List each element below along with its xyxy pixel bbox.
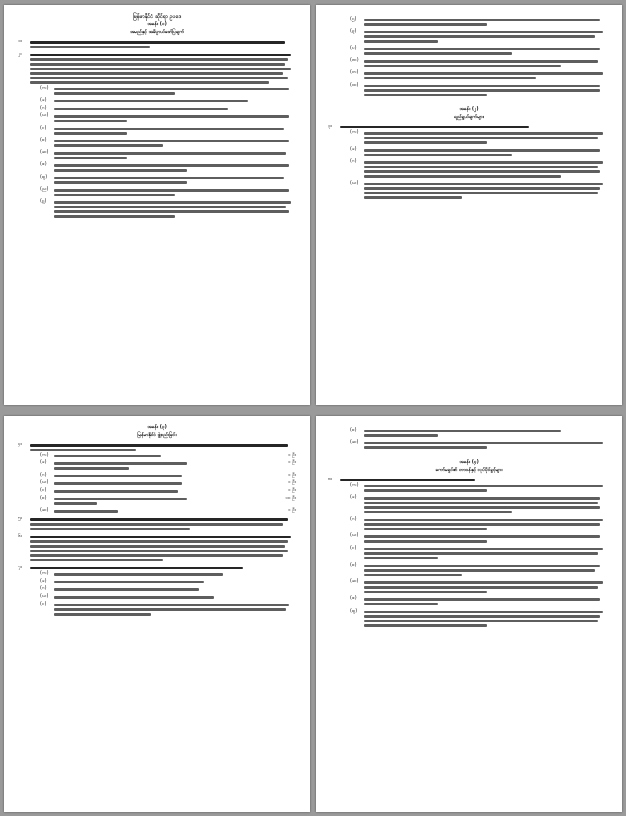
- text-line: [364, 569, 595, 572]
- text-line: [30, 567, 243, 570]
- sub-clause: [40, 453, 296, 459]
- paragraph-number: ၇။: [18, 564, 23, 570]
- paragraph: [18, 442, 296, 514]
- chapter-2-label: အခန်း (၂): [459, 106, 479, 112]
- text-line: [54, 157, 127, 160]
- text-line: [364, 40, 438, 43]
- text-line: [340, 126, 529, 129]
- sub-clause: [350, 147, 610, 158]
- text-line: [364, 611, 603, 614]
- text-line: [364, 430, 561, 433]
- text-line: [54, 128, 284, 131]
- sub-clause: [40, 138, 296, 149]
- sub-clause: [350, 563, 610, 578]
- sub-clause-number: (ခ): [40, 97, 47, 103]
- text-line: [30, 536, 291, 539]
- member-count: ၁၀ ဦး: [285, 495, 296, 501]
- sub-clause-number: (ဇ): [40, 162, 47, 168]
- sub-clause: [40, 594, 296, 600]
- sub-clause-number: (ဌ): [350, 16, 357, 22]
- sub-clause-number: (ဈ): [40, 174, 48, 180]
- document-page-3: [4, 416, 310, 812]
- text-line: [30, 559, 163, 562]
- sub-clause-number: (ဂ): [350, 516, 357, 522]
- sub-clause-number: (ဃ): [40, 480, 49, 486]
- text-line: [30, 63, 285, 66]
- member-count: ၁ ဦး: [287, 480, 296, 486]
- sub-clause: [350, 483, 610, 494]
- text-line: [54, 588, 199, 591]
- sub-clause: [350, 546, 610, 561]
- sub-clause: [40, 150, 296, 161]
- sub-clause-number: (ခ): [350, 495, 357, 501]
- page-3-content: [18, 442, 296, 617]
- paragraph: [18, 39, 296, 50]
- text-line: [364, 77, 536, 80]
- sub-clause-number: (ဆ): [40, 508, 49, 514]
- text-line: [364, 552, 598, 555]
- sub-clause: [350, 609, 610, 629]
- sub-clause: [40, 480, 296, 486]
- text-line: [364, 175, 561, 178]
- document-page-4: [316, 416, 622, 812]
- sub-clause: [350, 428, 610, 439]
- text-line: [364, 192, 598, 195]
- text-line: [54, 482, 182, 485]
- text-line: [54, 177, 284, 180]
- text-line: [30, 46, 150, 49]
- sub-clause: [40, 199, 296, 219]
- text-line: [54, 210, 289, 213]
- paragraph-number: ၃။: [328, 123, 333, 129]
- text-line: [364, 187, 600, 190]
- sub-clause-number: (စ): [350, 562, 357, 568]
- sub-clause: [350, 495, 610, 515]
- text-line: [364, 446, 487, 449]
- text-line: [30, 58, 288, 61]
- sub-clause: [40, 126, 296, 137]
- sub-clause-number: (င): [350, 545, 357, 551]
- text-line: [364, 497, 600, 500]
- sub-clause-number: (ဃ): [40, 113, 49, 119]
- sub-clause-number: (ဃ): [350, 533, 359, 539]
- sub-clause: [350, 579, 610, 594]
- member-count: ၁ ဦး: [287, 452, 296, 458]
- paragraph-number: ၂။: [18, 51, 22, 57]
- sub-clause-number: (င): [40, 125, 47, 131]
- sub-clause: [350, 70, 610, 81]
- sub-clause-number: (ဂ): [40, 586, 47, 592]
- text-line: [30, 68, 291, 71]
- text-line: [364, 519, 603, 522]
- sub-clause-number: (က): [350, 482, 359, 488]
- paragraph-number: ၆။: [18, 533, 23, 539]
- sub-clause: [350, 58, 610, 69]
- sub-clause-number: (ဎ): [350, 45, 357, 51]
- paragraph-number: ၄။: [18, 442, 23, 447]
- chapter-1-heading: အမည်နှင့် အဓိပ္ပာယ်ဖော်ပြချက်: [129, 30, 185, 35]
- sub-clause: [40, 579, 296, 585]
- text-line: [54, 613, 151, 616]
- sub-clause: [40, 586, 296, 592]
- text-line: [364, 591, 487, 594]
- text-line: [30, 54, 291, 57]
- text-line: [364, 52, 512, 55]
- sub-clause: [350, 46, 610, 57]
- sub-clause-number: (က): [40, 452, 49, 458]
- sub-clause: [40, 162, 296, 173]
- page-1-title: မြန်မာနိုင်ငံ ဆိုင်ရာ ဥပဒေ: [133, 14, 181, 20]
- sub-clause: [40, 473, 296, 479]
- chapter-2-heading: ရည်ရွယ်ချက်များ: [454, 114, 484, 120]
- text-line: [54, 194, 175, 197]
- sub-clause-number: (ခ): [40, 578, 47, 584]
- text-line: [364, 141, 487, 144]
- text-line: [364, 615, 600, 618]
- sub-clause: [350, 130, 610, 145]
- chapter-4-label: အခန်း (၄): [459, 459, 479, 465]
- paragraph: [328, 124, 610, 201]
- text-line: [364, 620, 598, 623]
- text-line: [30, 523, 283, 526]
- text-line: [364, 19, 600, 22]
- text-line: [54, 181, 187, 184]
- text-line: [54, 144, 163, 147]
- text-line: [30, 444, 288, 447]
- text-line: [54, 164, 289, 167]
- sub-clause: [40, 106, 296, 112]
- text-line: [364, 442, 603, 445]
- sub-clause-number: (ထ): [350, 82, 359, 88]
- sub-clause: [40, 113, 296, 124]
- chapter-4-heading: ကော်မရှင်၏ တာဝန်နှင့် လုပ်ပိုင်ခွင့်များ: [435, 467, 503, 473]
- sub-clause-number: (ဃ): [350, 180, 359, 186]
- text-line: [54, 132, 127, 135]
- member-count: ၁ ဦး: [287, 488, 296, 494]
- sub-clause-number: (စ): [40, 137, 47, 143]
- sub-clause-number: (က): [40, 571, 49, 577]
- paragraph-number: [328, 426, 340, 451]
- sub-clause-number: (ည): [40, 186, 49, 192]
- sub-clause: [350, 181, 610, 201]
- page-2-content-top: [328, 15, 610, 98]
- text-line: [30, 518, 288, 521]
- text-line: [364, 35, 595, 38]
- text-line: [364, 183, 603, 186]
- text-line: [364, 85, 600, 88]
- sub-clause-number: (ဂ): [350, 159, 357, 165]
- document-page-1: [4, 5, 310, 405]
- text-line: [364, 72, 603, 75]
- sub-clause: [40, 488, 296, 494]
- text-line: [54, 120, 127, 123]
- text-line: [54, 573, 223, 576]
- member-count: ၁ ဦး: [287, 460, 296, 466]
- sub-clause-number: (ခ): [40, 460, 47, 466]
- text-line: [364, 94, 487, 97]
- paragraph: [18, 534, 296, 563]
- text-line: [54, 169, 187, 172]
- sub-clause-number: (ဃ): [40, 594, 49, 600]
- sub-clause-number: (ဂ): [40, 472, 47, 478]
- text-line: [364, 506, 600, 509]
- chapter-1-label: အခန်း (၁): [147, 22, 167, 27]
- sub-clause-number: (ဈ): [350, 608, 358, 614]
- sub-clause: [350, 83, 610, 98]
- member-count: ၁ ဦး: [287, 472, 296, 478]
- sub-clause-number: (င): [40, 601, 47, 607]
- text-line: [54, 455, 161, 458]
- text-line: [30, 540, 288, 543]
- text-line: [54, 498, 187, 501]
- text-line: [54, 467, 129, 470]
- text-line: [364, 60, 598, 63]
- sub-clause-number: (င): [40, 488, 47, 494]
- text-line: [54, 462, 187, 465]
- text-line: [54, 581, 204, 584]
- text-line: [340, 479, 475, 482]
- paragraph-number: ၈။: [328, 476, 333, 482]
- text-line: [54, 215, 175, 218]
- text-line: [364, 434, 438, 437]
- sub-clause-number: (စ): [40, 495, 47, 501]
- text-line: [364, 511, 512, 514]
- sub-clause-number: (ဏ): [350, 57, 359, 63]
- page-4-content-top: [328, 426, 610, 451]
- paragraph: [18, 516, 296, 531]
- text-line: [364, 489, 487, 492]
- sub-clause-number: (ဂ): [40, 105, 47, 111]
- text-line: [364, 540, 487, 543]
- sub-clause-number: (က): [350, 130, 359, 136]
- paragraph: [328, 477, 610, 629]
- text-line: [54, 100, 248, 103]
- member-count: ၁ ဦး: [287, 508, 296, 514]
- text-line: [54, 140, 289, 143]
- text-line: [54, 596, 214, 599]
- text-line: [364, 603, 438, 606]
- text-line: [54, 108, 228, 111]
- sub-clause: [40, 98, 296, 104]
- text-line: [364, 535, 600, 538]
- text-line: [364, 137, 598, 140]
- text-line: [364, 565, 600, 568]
- sub-clause-number: (ဍ): [350, 28, 357, 34]
- text-line: [364, 170, 600, 173]
- sub-clause: [350, 17, 610, 28]
- sub-clause-number: (ဇ): [350, 596, 357, 602]
- paragraph: [18, 565, 296, 617]
- text-line: [54, 475, 182, 478]
- sub-clause: [350, 517, 610, 532]
- sub-clause: [40, 86, 296, 97]
- sub-clause: [40, 496, 296, 507]
- text-line: [364, 485, 603, 488]
- text-line: [364, 154, 512, 157]
- text-line: [30, 77, 288, 80]
- sub-clause-number: (ဆ): [40, 150, 49, 156]
- sub-clause: [40, 187, 296, 198]
- sub-clause: [350, 159, 610, 179]
- text-line: [54, 92, 175, 95]
- text-line: [54, 115, 289, 118]
- text-line: [54, 502, 97, 505]
- sub-clause: [40, 460, 296, 471]
- text-line: [30, 545, 285, 548]
- sub-clause-number: (တ): [350, 70, 359, 76]
- text-line: [364, 149, 600, 152]
- sub-clause-number: (ဋ): [40, 199, 47, 205]
- paragraph-number: ၅။: [18, 516, 23, 522]
- text-line: [54, 510, 118, 513]
- text-line: [364, 502, 598, 505]
- text-line: [54, 201, 291, 204]
- text-line: [364, 65, 561, 68]
- text-line: [364, 574, 462, 577]
- text-line: [30, 528, 190, 531]
- sub-clause: [40, 602, 296, 617]
- paragraph: [328, 15, 610, 98]
- paragraph-number: ၁။: [18, 39, 23, 44]
- text-line: [364, 528, 487, 531]
- text-line: [364, 23, 487, 26]
- text-line: [364, 523, 600, 526]
- text-line: [30, 41, 285, 44]
- sub-clause: [40, 175, 296, 186]
- text-line: [364, 31, 603, 34]
- text-line: [54, 152, 286, 155]
- text-line: [364, 557, 438, 560]
- chapter-3-heading: မြန်မာနိုင်ငံ ဖွဲ့စည်းခြင်း: [137, 433, 177, 438]
- paragraph: [328, 426, 610, 451]
- sub-clause: [350, 29, 610, 44]
- text-line: [364, 89, 600, 92]
- text-line: [54, 189, 289, 192]
- text-line: [54, 490, 178, 493]
- text-line: [364, 48, 600, 51]
- document-page-2: [316, 5, 622, 405]
- text-line: [30, 449, 136, 452]
- sub-clause-number: (ဆ): [350, 439, 359, 445]
- text-line: [54, 206, 286, 209]
- sub-clause-number: (က): [40, 85, 49, 91]
- page-1-content: [18, 39, 296, 219]
- page-2-content-bottom: [328, 124, 610, 201]
- text-line: [364, 624, 487, 627]
- text-line: [364, 132, 603, 135]
- sub-clause-number: (စ): [350, 427, 357, 433]
- sub-clause-number: (ခ): [350, 146, 357, 152]
- text-line: [30, 72, 283, 75]
- text-line: [364, 166, 598, 169]
- text-line: [364, 581, 603, 584]
- text-line: [30, 81, 269, 84]
- paragraph: [18, 52, 296, 219]
- text-line: [364, 548, 603, 551]
- paragraph-number: [328, 15, 340, 98]
- page-4-content-bottom: [328, 477, 610, 629]
- text-line: [54, 88, 289, 91]
- text-line: [54, 604, 289, 607]
- sub-clause-number: (ဆ): [350, 579, 359, 585]
- text-line: [54, 608, 286, 611]
- sub-clause: [350, 596, 610, 607]
- text-line: [364, 196, 462, 199]
- text-line: [364, 598, 600, 601]
- sub-clause: [40, 571, 296, 577]
- text-line: [30, 550, 288, 553]
- sub-clause: [40, 508, 296, 514]
- text-line: [364, 161, 603, 164]
- chapter-3-label: အခန်း (၃): [147, 425, 167, 430]
- text-line: [30, 554, 283, 557]
- text-line: [364, 586, 598, 589]
- sub-clause: [350, 533, 610, 544]
- sub-clause: [350, 440, 610, 451]
